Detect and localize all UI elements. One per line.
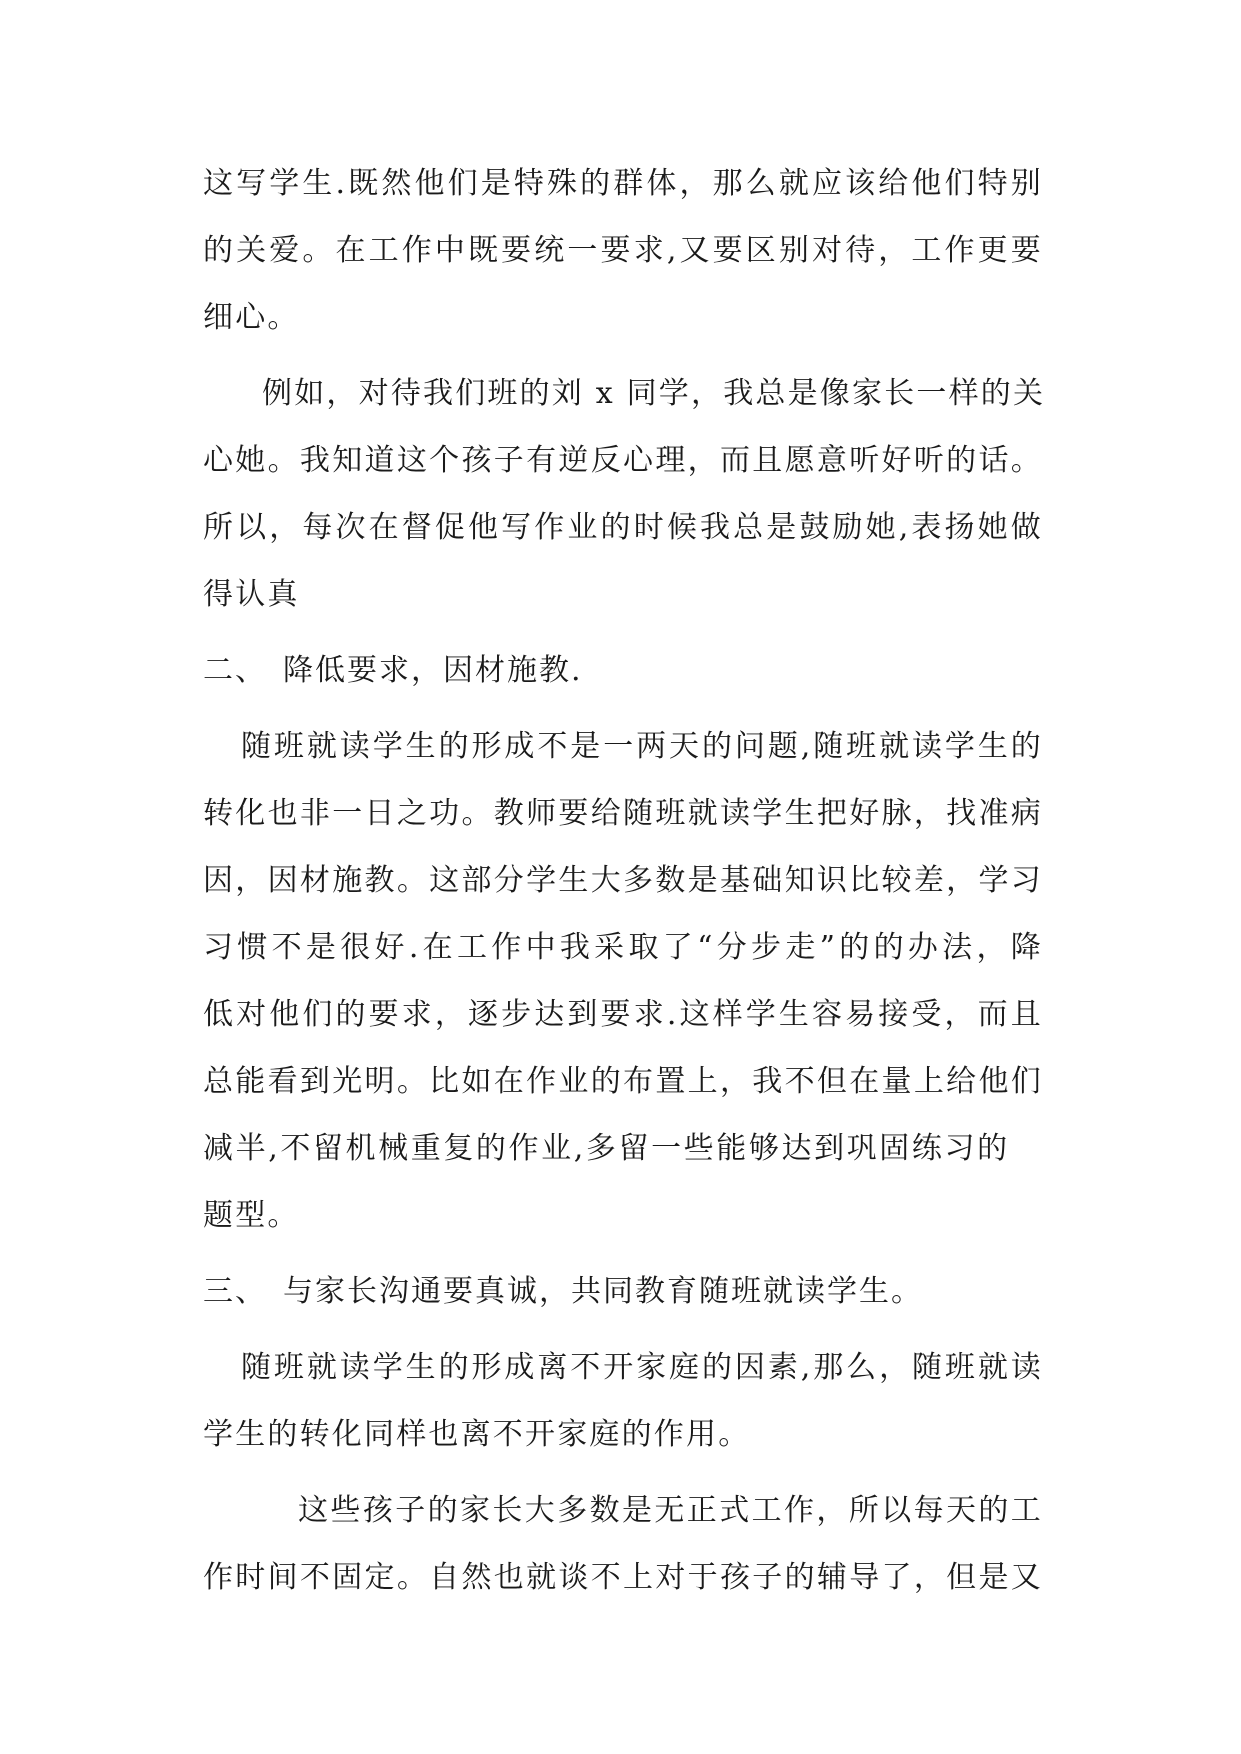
paragraph-3-line-1: 随班就读学生的形成不是一两天的问题,随班就读学生的 xyxy=(241,729,1043,764)
paragraph-3-line-6: 总能看到光明。比如在作业的布置上，我不但在量上给他们 xyxy=(203,1064,1043,1099)
paragraph-4-line-2: 学生的转化同样也离不开家庭的作用。 xyxy=(203,1417,751,1452)
paragraph-2-line-3: 所以，每次在督促他写作业的时候我总是鼓励她,表扬她做 xyxy=(203,510,1043,545)
paragraph-2-line-4: 得认真 xyxy=(203,577,300,612)
paragraph-2-line-1: 例如，对待我们班的刘 x 同学，我总是像家长一样的关 xyxy=(262,376,1046,411)
paragraph-3-line-4: 习惯不是很好.在工作中我采取了“分步走”的的办法，降 xyxy=(203,930,1043,965)
section-title-3: 与家长沟通要真诚，共同教育随班就读学生。 xyxy=(283,1274,923,1309)
section-heading-3 xyxy=(203,1274,1043,1310)
paragraph-1-line-2: 的关爱。在工作中既要统一要求,又要区别对待，工作更要 xyxy=(203,233,1043,268)
section-title-2: 降低要求，因材施教. xyxy=(283,653,583,688)
paragraph-5-line-2: 作时间不固定。自然也就谈不上对于孩子的辅导了，但是又 xyxy=(203,1560,1043,1595)
section-number-3: 三、 xyxy=(203,1274,267,1309)
paragraph-3-line-5: 低对他们的要求，逐步达到要求.这样学生容易接受，而且 xyxy=(203,997,1043,1032)
paragraph-4-line-1: 随班就读学生的形成离不开家庭的因素,那么，随班就读 xyxy=(241,1350,1043,1385)
paragraph-1-line-3: 细心。 xyxy=(203,300,300,335)
paragraph-3-line-3: 因，因材施教。这部分学生大多数是基础知识比较差，学习 xyxy=(203,863,1043,898)
paragraph-5-line-1: 这些孩子的家长大多数是无正式工作，所以每天的工 xyxy=(298,1493,1043,1528)
section-heading-2 xyxy=(203,653,1043,689)
paragraph-1-line-1: 这写学生.既然他们是特殊的群体，那么就应该给他们特别 xyxy=(203,166,1043,201)
paragraph-3-line-7: 减半,不留机械重复的作业,多留一些能够达到巩固练习的 xyxy=(203,1131,1010,1166)
paragraph-3-line-8: 题型。 xyxy=(203,1198,300,1233)
paragraph-3-line-2: 转化也非一日之功。教师要给随班就读学生把好脉，找准病 xyxy=(203,796,1043,831)
paragraph-2-line-2: 心她。我知道这个孩子有逆反心理，而且愿意听好听的话。 xyxy=(203,443,1043,478)
section-number-2: 二、 xyxy=(203,653,267,688)
